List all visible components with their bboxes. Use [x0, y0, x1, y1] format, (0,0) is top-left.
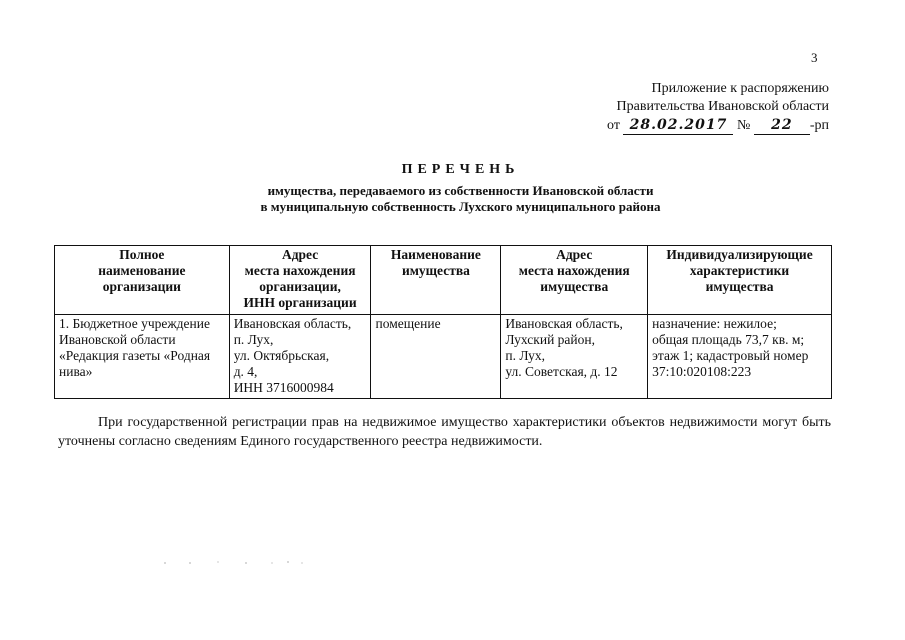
cell-property-address: Ивановская область, Лухский район, п. Лух, ул. Советская, д. 12 — [501, 315, 648, 399]
note-paragraph: При государственной регистрации прав на недвижимое имущество характеристики объектов недвижимости могут быть уточнены согласно сведениям Единого государственного реестра недвижимости. — [58, 415, 831, 449]
cell-organization-name: 1. Бюджетное учреждение Ивановской области «Редакция газеты «Родная нива» — [55, 315, 230, 399]
appendix-line-2: Правительства Ивановской области — [616, 99, 829, 114]
cell-organization-address: Ивановская область, п. Лух, ул. Октябрьская, д. 4, ИНН 3716000984 — [229, 315, 371, 399]
page-number: 3 — [811, 50, 818, 65]
scan-specks — [160, 560, 310, 566]
header-property-name: Наименование имущества — [371, 246, 501, 315]
table-row — [55, 315, 832, 399]
document-subtitle — [0, 183, 905, 215]
number-suffix: -рп — [809, 118, 829, 133]
cell-property-name: помещение — [371, 315, 501, 399]
table-header-row — [55, 246, 832, 315]
property-table — [54, 245, 832, 399]
appendix-line-1: Приложение к распоряжению — [651, 81, 829, 96]
header-property-characteristics: Индивидуализирующие характеристики имущества — [648, 246, 832, 315]
handwritten-date: 28.02.2017 — [623, 116, 733, 135]
handwritten-number: 22 — [754, 116, 810, 135]
appendix-header — [607, 80, 829, 135]
from-label: от — [607, 118, 620, 133]
document-title: ПЕРЕЧЕНЬ — [401, 162, 520, 177]
header-organization-name: Полное наименование организации — [55, 246, 230, 315]
header-organization-address: Адрес места нахождения организации, ИНН организации — [229, 246, 371, 315]
header-property-address: Адрес места нахождения имущества — [501, 246, 648, 315]
subtitle-line-1: имущества, передаваемого из собственности Ивановской области — [267, 183, 654, 198]
appendix-line-3 — [607, 116, 829, 135]
number-label: № — [736, 118, 751, 133]
subtitle-line-2: в муниципальную собственность Лухского муниципального района — [260, 199, 661, 214]
cell-property-characteristics: назначение: нежилое; общая площадь 73,7 кв. м; этаж 1; кадастровый номер 37:10:020108:223 — [648, 315, 832, 399]
